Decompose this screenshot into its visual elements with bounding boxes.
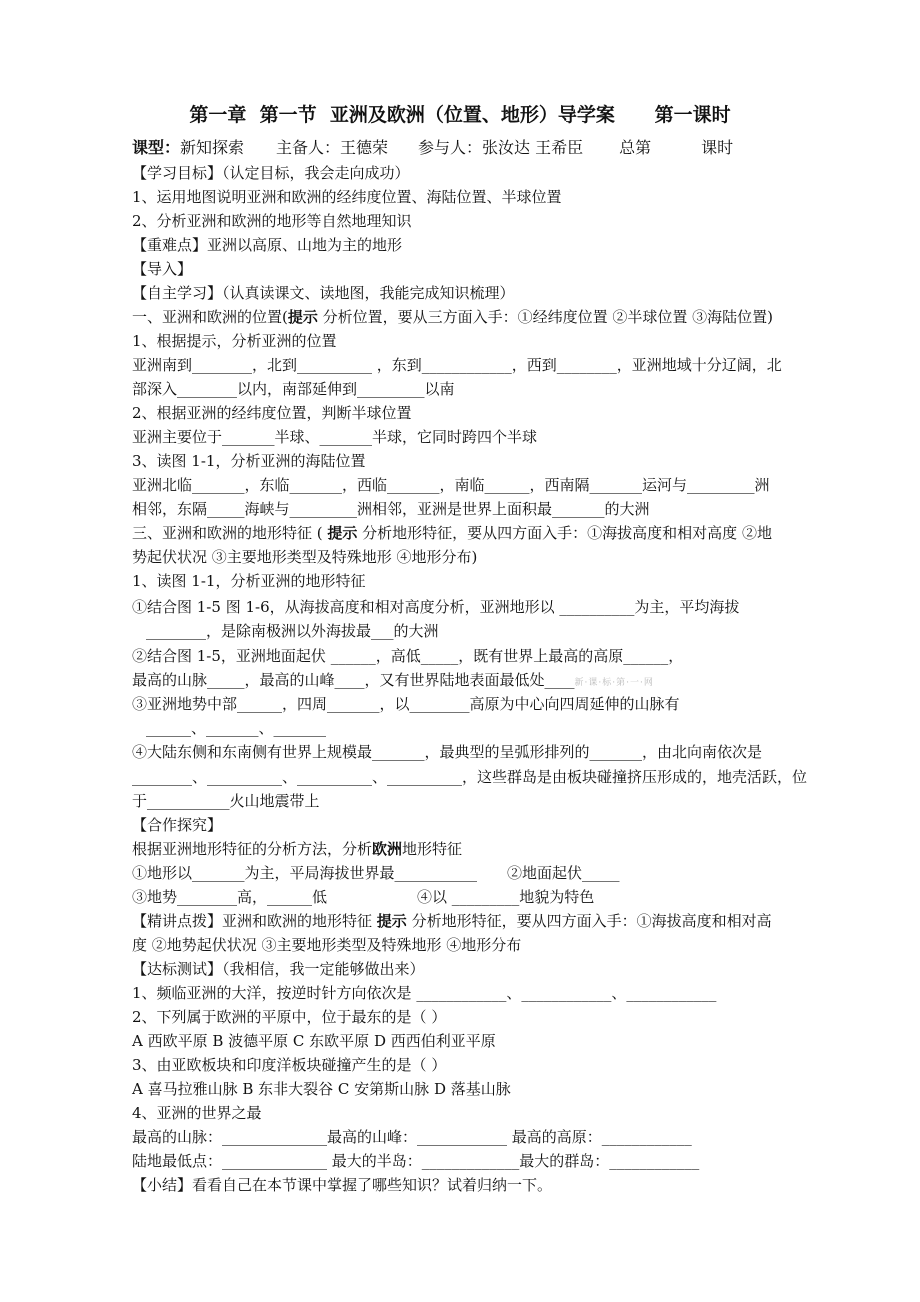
terrain-heading-text: 三、亚洲和欧洲的地形特征 (	[132, 524, 328, 542]
question-line: 部深入________以内，南部延伸到_________以南	[132, 380, 455, 398]
section-summary: 【小结】看看自己在本节课中掌握了哪些知识？试着归纳一下。	[132, 1176, 553, 1194]
total-label: 总第	[619, 138, 652, 157]
question-text: 最高的山脉_____，最高的山峰____，又有世界陆地表面最低处____	[132, 671, 575, 689]
question-line	[132, 670, 654, 693]
lesson-label: 课时	[701, 138, 734, 157]
lesson-info-row	[132, 138, 733, 158]
question-text: ②地面起伏_____	[507, 864, 620, 882]
hint-label: 提示	[327, 524, 358, 542]
section-test: 【达标测试】（我相信，我一定能够做出来）	[132, 960, 425, 978]
section-learning-goals: 【学习目标】（认定目标，我会走向成功）	[132, 164, 410, 182]
question-line: ④大陆东侧和东南侧有世界上规模最_______，最典型的呈弧形排列的_______，由北向南依次是	[132, 743, 763, 761]
preparer: 主备人：王德荣	[276, 138, 389, 157]
goal-item-1: 1、运用地图说明亚洲和欧洲的经纬度位置、海陆位置、半球位置	[132, 188, 562, 206]
section-cooperative: 【合作探究】	[132, 816, 223, 834]
question-line: 最高的山脉：______________最高的山峰：____________ 最高的高原：____________	[132, 1128, 692, 1146]
location-heading-text: 一、亚洲和欧洲的位置(	[132, 308, 288, 326]
question-line: 1、频临亚洲的大洋，按逆时针方向依次是 ____________、____________、____________	[132, 984, 717, 1002]
section-text: 分析地形特征，要从四方面入手：①海拔高度和相对高	[406, 912, 772, 930]
question-line: 于___________火山地震带上	[132, 792, 320, 810]
question-line: 1、根据提示，分析亚洲的位置	[132, 332, 337, 350]
section-key-points: 【重难点】亚洲以高原、山地为主的地形	[132, 236, 403, 254]
terrain-hint-text: 分析地形特征，要从四方面入手：①海拔高度和相对高度 ②地	[357, 524, 772, 542]
section-text: 【精讲点拨】亚洲和欧洲的地形特征	[132, 912, 377, 930]
question-line: 1、读图 1-1，分析亚洲的地形特征	[132, 572, 366, 590]
question-line: 2、根据亚洲的经纬度位置，判断半球位置	[132, 404, 412, 422]
europe-emphasis: 欧洲	[372, 840, 403, 858]
question-text: 地形特征	[402, 840, 463, 858]
question-line: ______、_______、_______	[146, 719, 327, 737]
terrain-heading	[132, 523, 772, 543]
watermark-text: 新·课·标·第·一·网	[574, 678, 654, 688]
question-line: ②结合图 1-5，亚洲地面起伏 ______，高低_____，既有世界上最高的高原______，	[132, 647, 684, 665]
question-line: 亚洲南到________，北到__________ ，东到____________，西到________，亚洲地域十分辽阔，北	[132, 356, 782, 374]
goal-item-2: 2、分析亚洲和欧洲的地形等自然地理知识	[132, 212, 412, 230]
section-self-study: 【自主学习】（认真读课文、读地图，我能完成知识梳理）	[132, 284, 515, 302]
answer-options: A 喜马拉雅山脉 B 东非大裂谷 C 安第斯山脉 D 落基山脉	[132, 1080, 511, 1098]
question-line: 相邻，东隔_____海峡与_________洲相邻，亚洲是世界上面积最_______的大洲	[132, 500, 650, 518]
question-line: ________，是除南极洲以外海拔最___的大洲	[146, 622, 439, 640]
question-text: 根据亚洲地形特征的分析方法，分析	[132, 840, 373, 858]
lesson-type-value: 新知探索	[180, 138, 245, 157]
hint-label: 提示	[376, 912, 407, 930]
question-text: ①地形以_______为主，平局海拔世界最___________	[132, 864, 478, 882]
question-line: 亚洲主要位于_______半球、_______半球，它同时跨四个半球	[132, 428, 538, 446]
question-line: ________、__________、__________、__________，这些群岛是由板块碰撞挤压形成的，地壳活跃，位	[132, 768, 808, 786]
page-title: 第一章 第一节 亚洲及欧洲（位置、地形）导学案 第一课时	[189, 104, 731, 126]
question-line: 3、由亚欧板块和印度洋板块碰撞产生的是（ ）	[132, 1056, 447, 1074]
location-heading	[132, 307, 773, 327]
question-text: ③地势________高，______低	[132, 888, 328, 906]
question-line	[132, 887, 594, 907]
question-line: 3、读图 1-1，分析亚洲的海陆位置	[132, 452, 366, 470]
section-key-explanation	[132, 911, 772, 931]
question-line: 势起伏状况 ③主要地形类型及特殊地形 ④地形分布)	[132, 548, 478, 566]
question-line: 度 ②地势起伏状况 ③主要地形类型及特殊地形 ④地形分布	[132, 936, 522, 954]
hint-label: 提示	[287, 308, 318, 326]
question-text: ④以 _________地貌为特色	[417, 888, 595, 906]
question-line: 2、下列属于欧洲的平原中，位于最东的是（ ）	[132, 1008, 447, 1026]
question-line	[132, 863, 620, 883]
participants: 参与人：张汝达 王希臣	[418, 138, 584, 157]
section-intro: 【导入】	[132, 260, 193, 278]
question-line	[132, 839, 462, 859]
question-line: 陆地最低点：______________ 最大的半岛：_____________最大的群岛：____________	[132, 1152, 700, 1170]
question-line: ①结合图 1-5 图 1-6，从海拔高度和相对高度分析，亚洲地形以 __________为主，平均海拔	[132, 598, 740, 616]
lesson-type-label: 课型：	[132, 138, 181, 157]
question-line: 亚洲北临_______，东临_______，西临_______，南临______，西南隔_______运河与_________洲	[132, 476, 770, 494]
answer-options: A 西欧平原 B 波德平原 C 东欧平原 D 西西伯利亚平原	[132, 1032, 496, 1050]
question-line: ③亚洲地势中部______，四周_______，以________高原为中心向四周延伸的山脉有	[132, 695, 680, 713]
location-hint-text: 分析位置，要从三方面入手：①经纬度位置 ②半球位置 ③海陆位置)	[317, 308, 774, 326]
question-line: 4、亚洲的世界之最	[132, 1104, 262, 1122]
